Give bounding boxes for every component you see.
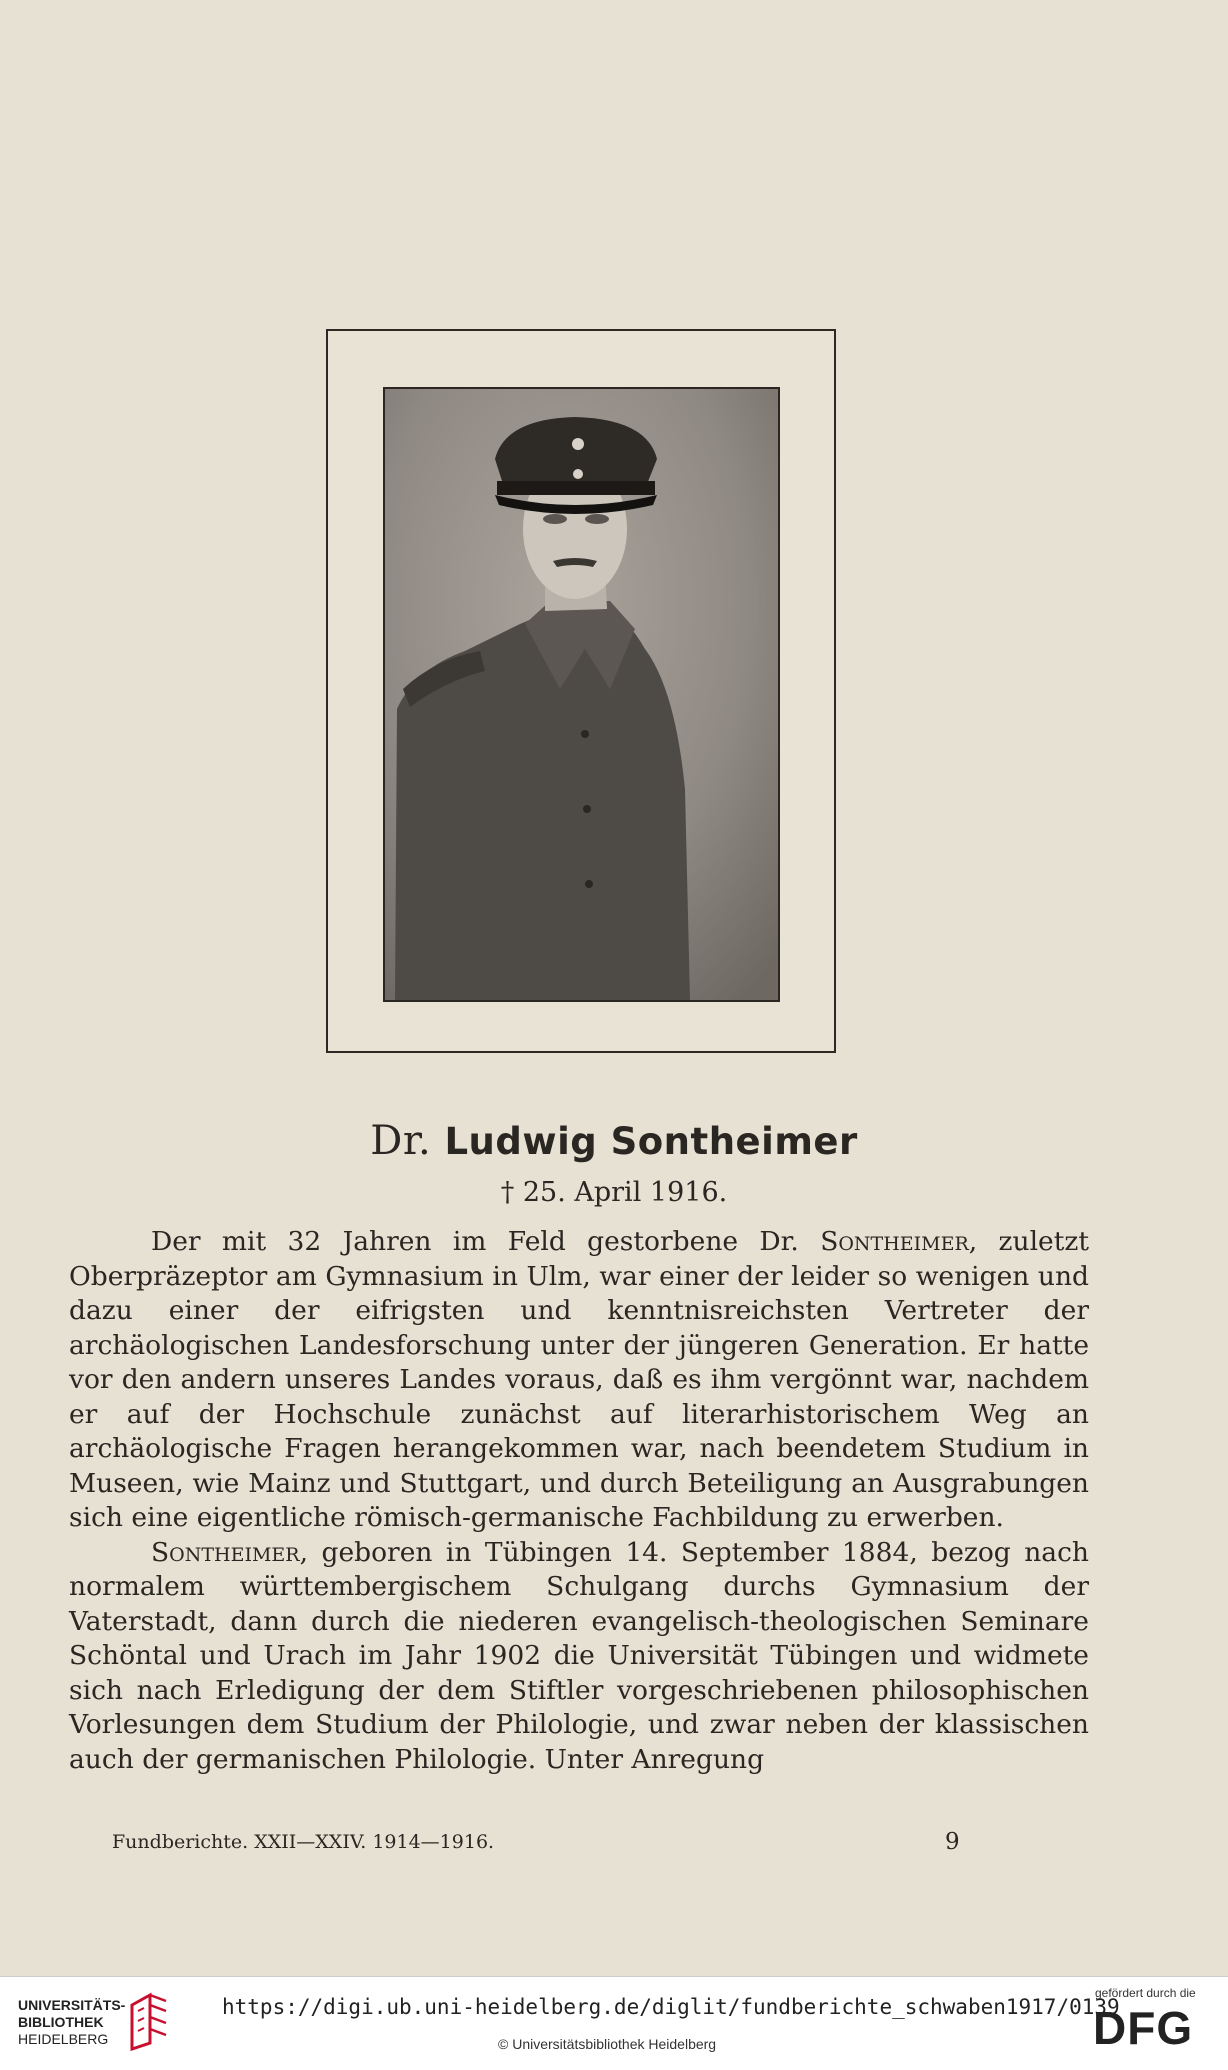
funder-caption: gefördert durch die (1095, 1986, 1196, 2000)
library-line: BIBLIOTHEK (18, 2014, 104, 2030)
paragraph-text: , geboren in Tübingen 14. September 1884, bezog nach normalem württembergischem Schulgang durchs Gymnasium der Vaterstadt, dann durch die niederen evangelisch-theologischen Seminare Schöntal und Urach im Jahr 1902 die Universität Tübingen und widmete sich nach Erledigung der dem Stiftler vorgeschriebenen philosophischen Vorlesungen dem Studium der Philologie, und zwar neben der klassischen auch der germanischen Philologie. Unter Anregung (69, 1536, 1089, 1775)
person-name: Ludwig Sontheimer (444, 1120, 858, 1163)
library-line: UNIVERSITÄTS- (18, 1997, 126, 2013)
library-line: HEIDELBERG (18, 2031, 109, 2047)
death-date: † 25. April 1916. (500, 1177, 728, 1208)
page-number: 9 (945, 1829, 960, 1855)
obituary-title (0, 1118, 1228, 1164)
viewer-footer-bar (0, 1976, 1228, 2070)
copyright-notice: © Universitätsbibliothek Heidelberg (498, 2036, 717, 2052)
paragraph (69, 1225, 1089, 1536)
dfg-logo: DFG (1093, 2002, 1194, 2054)
paragraph-text: Der mit 32 Jahren im Feld gestorbene Dr. (151, 1226, 821, 1257)
small-caps-name: Sontheimer (820, 1226, 969, 1257)
library-logo-text (18, 1997, 125, 2048)
title-prefix: Dr. (370, 1118, 432, 1164)
paragraph (69, 1536, 1089, 1778)
journal-footer: Fundberichte. XXII—XXIV. 1914—1916. (112, 1831, 495, 1853)
small-caps-name: Sontheimer (151, 1536, 300, 1568)
body-text (69, 1225, 1089, 1777)
paragraph-text: , zuletzt Oberpräzeptor am Gymnasium in Ulm, war einer der leider so wenigen und dazu einer der eifrigsten und kenntnisreichsten Vertreter der archäologischen Landesforschung unter der jüngeren Generation. Er hatte vor den andern unseres Landes voraus, daß es ihm vergönnt war, nachdem er auf der Hochschule zunächst auf literarhistorischem Weg an archäologische Fragen herangekommen war, nach beendetem Studium in Museen, wie Mainz und Stuttgart, und durch Beteiligung an Ausgrabungen sich eine eigentliche römisch-germanische Fachbildung zu erwerben. (69, 1226, 1090, 1533)
permalink-url[interactable]: https://digi.ub.uni-heidelberg.de/diglit/fundberichte_schwaben1917/0139 (222, 1995, 1120, 2019)
library-logo-icon (124, 1991, 172, 2055)
portrait-photo (383, 387, 780, 1002)
